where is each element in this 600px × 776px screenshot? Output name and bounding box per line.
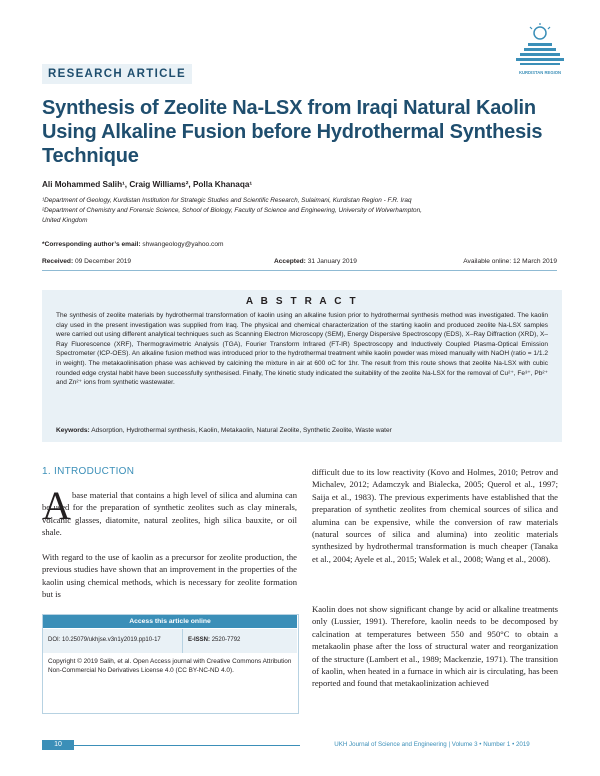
article-type-badge: RESEARCH ARTICLE xyxy=(42,64,192,84)
available-date: Available online: 12 March 2019 xyxy=(463,258,557,265)
keywords xyxy=(56,427,548,434)
keywords-list: Adsorption, Hydrothermal synthesis, Kaolin, Metakaolin, Natural Zeolite, Synthetic Zeolite, Waste water xyxy=(91,427,392,434)
access-divider xyxy=(182,629,183,653)
intro-paragraph-3: difficult due to its low reactivity (Kovo and Holmes, 2010; Petrov and Michalev, 2012; Adamczyk and Bialecka, 2005; Querol et al., 1997; Saija et al., 1983). The previous experiments have established that the preparation of synthetic zeolites from chemical sources of silica and alumina can be expensive, while the conversion of raw materials (natural sources of silica and alumina) into zeolitic materials synthesized by hydrothermal transformation is much cheaper (Tanaka et al., 2004; Ayele et al., 2015; Walek et al., 2008; Wang et al., 2008). xyxy=(312,467,558,564)
abstract-text: The synthesis of zeolite materials by hydrothermal transformation of kaolin using an alkaline fusion prior to hydrothermal synthesis method was investigated. The kaolin clay used in the present investigation was supplied from Iraq. The physical and chemical characterization of the starting kaolin and produced zeolite Na-LSX samples were carried out using different analytical techniques such as Scanning Electron Microscopy (SEM), Energy Dispersive Spectroscopy (EDS), X–Ray Diffraction (XRD), X–Ray Fluorescence (XRF), Thermogravimetric Analysis (TGA), Fourier Transform Infrared (FT-IR) Spectroscopy and Inductively Coupled Plasma-Optical Emission Spectrometer (ICP-OES). An alkaline fusion method was introduced prior to the hydrothermal treatment while kaolin powder was mixed manually with NaOH (ratio = 1/1.2 in weight). The metakaolinisation phase was achieved by calcining the mixture in air at 600 oC for 1hr. The result from this route shows that zeolite Na-LSX with cubic rounded edge crystal habit have been successfully synthesised. Finally, The kinetic study indicated the suitability of the zeolite Na-LSX for the removal of Cu²⁺, Fe³⁺, Pb²⁺ and Zn²⁺ ions from synthetic wastewater. xyxy=(56,312,548,387)
received-label: Received: xyxy=(42,258,74,265)
intro-paragraph-1: base material that contains a high level of silica and alumina can be used for the preparation of synthetic zeolites such as clay minerals, volcanic glasses, diatomite, natural zeolites, high silica bauxite, or oil shale. xyxy=(42,490,297,538)
logo-caption: KURDISTAN REGION xyxy=(518,70,562,75)
journal-footer: UKH Journal of Science and Engineering | Volume 3 • Number 1 • 2019 xyxy=(300,741,564,748)
abstract-heading: A B S T R A C T xyxy=(245,296,359,307)
journal-logo-icon xyxy=(510,22,570,70)
affiliation-2-cont: United Kingdom xyxy=(42,217,88,224)
eissn-label: E-ISSN: xyxy=(188,637,211,643)
affiliation-1: ¹Department of Geology, Kurdistan Institution for Strategic Studies and Scientific Research, Sulaimani, Kurdistan Region - F.R. Iraq xyxy=(42,197,412,204)
eissn xyxy=(188,637,240,643)
intro-paragraph-4: Kaolin does not show significant change by acid or alkaline treatments only (Lussier, 1991). Therefore, kaolin needs to be decomposed by calcination at temperatures between 550 and 950°C to obtain a metakaolin phase after the loss of structural water and reorganization of the structure (Lambert et al., 1989; Mackenzie, 1971). The transition of kaolin, when heated in a furnace in which air is circulating, has been reported and found that metakaolinization achieved xyxy=(312,604,558,689)
received-date: 09 December 2019 xyxy=(75,258,132,265)
copyright-notice: Copyright © 2019 Salih, et al. Open Access journal with Creative Commons Attribution Non-Commercial No Derivatives License 4.0 (CC BY-NC-ND 4.0). xyxy=(48,658,292,674)
doi-link[interactable]: DOI: 10.25079/ukhjse.v3n1y2019.pp10-17 xyxy=(48,637,161,643)
accepted-date: 31 January 2019 xyxy=(307,258,357,265)
keywords-label: Keywords: xyxy=(56,427,90,434)
affiliation-2: ²Department of Chemistry and Forensic Science, School of Biology, Faculty of Science and Engineering, University of Wolverhampton, xyxy=(42,207,422,214)
corresponding-email[interactable]: shwangeology@yahoo.com xyxy=(142,241,224,248)
corresponding-author xyxy=(42,241,224,248)
corresponding-label: *Corresponding author’s email: xyxy=(42,241,141,248)
article-dates xyxy=(42,258,557,271)
accepted-label: Accepted: xyxy=(274,258,306,265)
drop-cap: A xyxy=(42,483,71,528)
paper-title: Synthesis of Zeolite Na-LSX from Iraqi Natural Kaolin Using Alkaline Fusion before Hydrothermal Synthesis Technique xyxy=(42,97,543,167)
section-heading: 1. INTRODUCTION xyxy=(42,466,135,477)
page-number: 10 xyxy=(42,740,74,750)
author-list: Ali Mohammed Salih¹, Craig Williams², Polla Khanaqa¹ xyxy=(42,180,253,189)
eissn-value: 2520-7792 xyxy=(211,637,241,643)
intro-paragraph-2: With regard to the use of kaolin as a precursor for zeolite production, the previous studies have shown that an improvement in the properties of the kaolin using chemical methods, which is necessary for zeolite formation but is xyxy=(42,552,297,600)
access-heading: Access this article online xyxy=(43,615,297,628)
